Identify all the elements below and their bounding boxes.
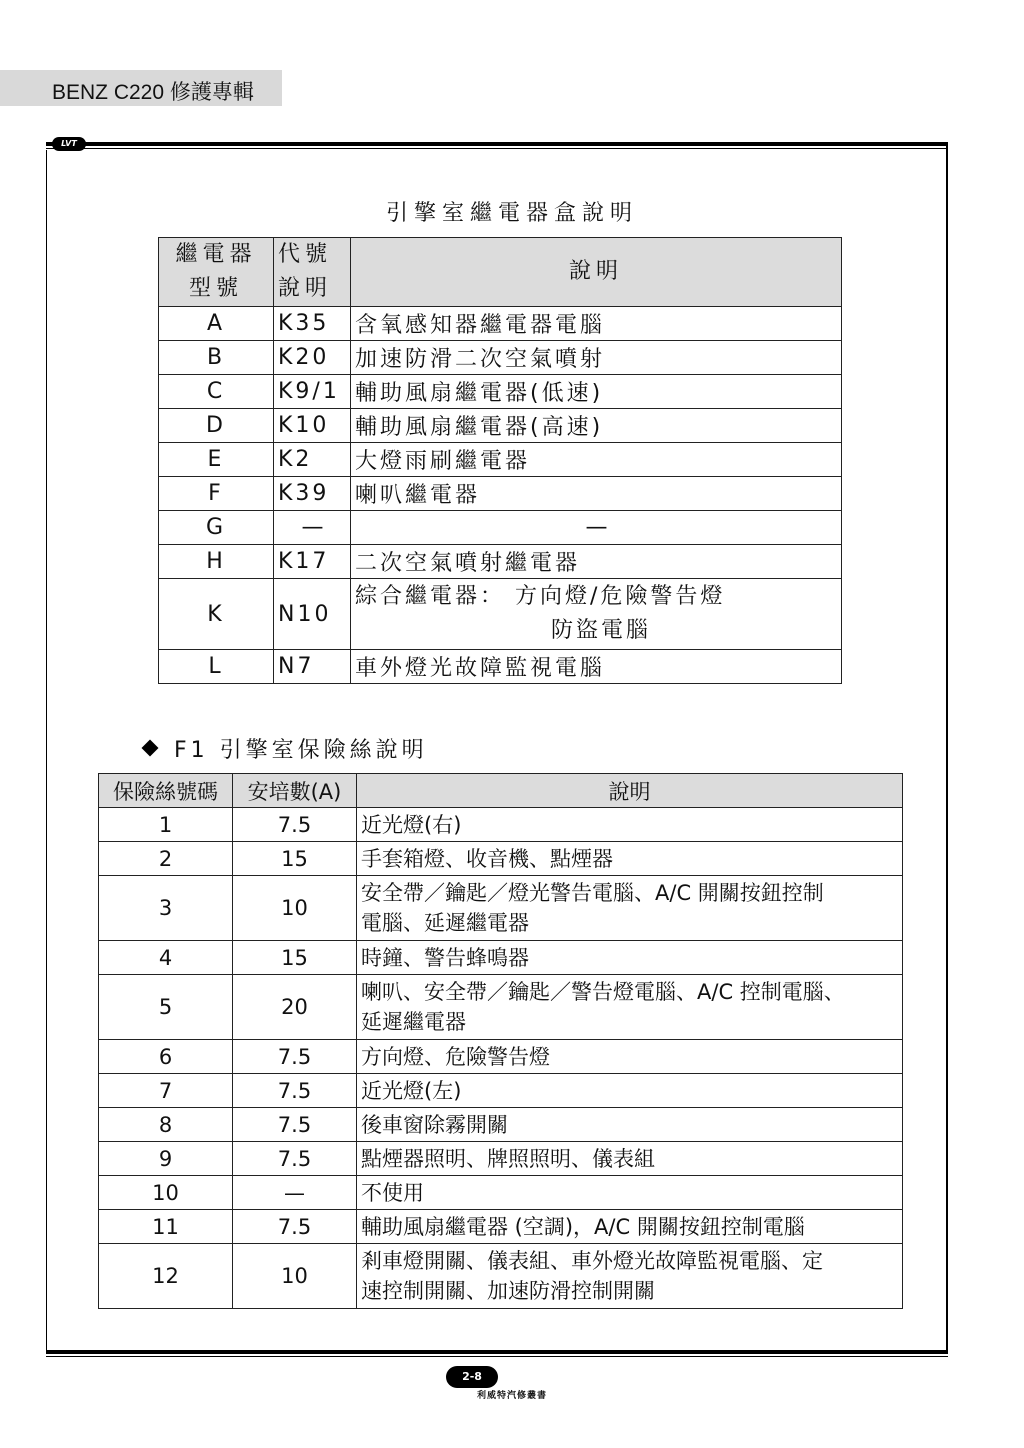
fuse-amp: 10 <box>233 1244 357 1309</box>
fuse-amp: 15 <box>233 941 357 975</box>
table-row <box>159 409 842 443</box>
table-row <box>159 477 842 511</box>
fuse-desc-line2: 速控制開關、加速防滑控制開關 <box>361 1279 655 1303</box>
table-row <box>99 1244 903 1309</box>
fuse-section-heading <box>144 733 428 764</box>
table-row <box>159 650 842 684</box>
table-row <box>99 1210 903 1244</box>
fuse-desc: 時鐘、警告蜂鳴器 <box>357 941 903 975</box>
fuse-table-header <box>99 774 903 808</box>
fuse-desc: 近光燈(右) <box>357 808 903 842</box>
fuse-desc <box>357 876 903 941</box>
fuse-amp: 20 <box>233 975 357 1040</box>
fuse-amp: 15 <box>233 842 357 876</box>
table-row <box>99 876 903 941</box>
table-row <box>159 443 842 477</box>
fuse-header-number: 保險絲號碼 <box>99 774 233 808</box>
fuse-table <box>98 773 903 1309</box>
fuse-amp: 7.5 <box>233 808 357 842</box>
page-header-title: BENZ C220 修護專輯 <box>52 81 254 104</box>
table-row <box>159 341 842 375</box>
table-row <box>99 975 903 1040</box>
table-row <box>159 511 842 545</box>
fuse-header-desc: 說明 <box>357 774 903 808</box>
fuse-desc <box>357 975 903 1040</box>
relay-desc: 加速防滑二次空氣噴射 <box>351 341 842 375</box>
frame-top-rule <box>46 142 948 146</box>
fuse-number: 12 <box>99 1244 233 1309</box>
relay-desc <box>351 579 842 650</box>
fuse-desc: 近光燈(左) <box>357 1074 903 1108</box>
fuse-number: 6 <box>99 1040 233 1074</box>
relay-desc: 大燈雨刷繼電器 <box>351 443 842 477</box>
fuse-amp: 7.5 <box>233 1040 357 1074</box>
fuse-number: 2 <box>99 842 233 876</box>
fuse-amp: 7.5 <box>233 1142 357 1176</box>
relay-desc: 含氧感知器繼電器電腦 <box>351 307 842 341</box>
fuse-desc: 方向燈、危險警告燈 <box>357 1040 903 1074</box>
fuse-section-title: F1 引擎室保險絲說明 <box>174 738 428 763</box>
fuse-amp: 7.5 <box>233 1210 357 1244</box>
relay-table <box>158 237 842 684</box>
relay-model: E <box>159 443 274 477</box>
relay-model: K <box>159 579 274 650</box>
relay-header-model-line1: 繼電器 <box>175 242 257 267</box>
relay-code: K10 <box>274 409 351 443</box>
table-row <box>99 1074 903 1108</box>
relay-code: K35 <box>274 307 351 341</box>
fuse-desc-line2: 電腦、延遲繼電器 <box>361 911 529 935</box>
diamond-bullet-icon <box>142 740 159 757</box>
fuse-amp: 7.5 <box>233 1074 357 1108</box>
table-row <box>159 307 842 341</box>
fuse-number: 11 <box>99 1210 233 1244</box>
page-number-badge: 2-8 <box>446 1366 498 1388</box>
fuse-number: 4 <box>99 941 233 975</box>
fuse-desc: 輔助風扇繼電器 (空調)，A/C 開關按鈕控制電腦 <box>357 1210 903 1244</box>
frame-bottom-rule-thin <box>46 1356 948 1357</box>
fuse-number: 10 <box>99 1176 233 1210</box>
table-row <box>99 842 903 876</box>
fuse-amp: 10 <box>233 876 357 941</box>
relay-model: F <box>159 477 274 511</box>
publisher-logo-text: 利威特汽修叢書 <box>476 1391 547 1401</box>
relay-header-model <box>159 238 274 307</box>
frame-bottom-rule <box>46 1350 948 1354</box>
frame-right-rule <box>946 146 948 1352</box>
relay-desc: 二次空氣噴射繼電器 <box>351 545 842 579</box>
fuse-number: 9 <box>99 1142 233 1176</box>
table-row <box>159 579 842 650</box>
relay-code: K17 <box>274 545 351 579</box>
frame-left-rule <box>46 150 47 1350</box>
relay-header-code <box>274 238 351 307</box>
fuse-desc-line1: 剎車燈開關、儀表組、車外燈光故障監視電腦、定 <box>361 1249 823 1273</box>
relay-model: H <box>159 545 274 579</box>
relay-code: N10 <box>274 579 351 650</box>
fuse-header-amp: 安培數(A) <box>233 774 357 808</box>
relay-model: L <box>159 650 274 684</box>
relay-desc: 車外燈光故障監視電腦 <box>351 650 842 684</box>
relay-desc-line2: 防盜電腦 <box>551 618 652 643</box>
relay-code: K9/1 <box>274 375 351 409</box>
relay-desc: 輔助風扇繼電器(高速) <box>351 409 842 443</box>
relay-desc: — <box>351 511 842 545</box>
table-row <box>99 1142 903 1176</box>
fuse-desc: 手套箱燈、收音機、點煙器 <box>357 842 903 876</box>
relay-code: K20 <box>274 341 351 375</box>
fuse-desc-line1: 喇叭、安全帶／鑰匙／警告燈電腦、A/C 控制電腦、 <box>361 980 845 1004</box>
relay-header-desc: 說明 <box>351 238 842 307</box>
relay-model: G <box>159 511 274 545</box>
relay-header-code-line2: 說明 <box>278 276 333 301</box>
relay-desc: 喇叭繼電器 <box>351 477 842 511</box>
table-row <box>99 1108 903 1142</box>
relay-model: B <box>159 341 274 375</box>
table-row <box>99 808 903 842</box>
fuse-desc: 後車窗除霧開關 <box>357 1108 903 1142</box>
fuse-number: 3 <box>99 876 233 941</box>
corner-logo: LVT <box>52 137 86 151</box>
fuse-number: 8 <box>99 1108 233 1142</box>
relay-code: — <box>274 511 351 545</box>
fuse-amp: — <box>233 1176 357 1210</box>
relay-model: C <box>159 375 274 409</box>
relay-code: N7 <box>274 650 351 684</box>
fuse-desc: 點煙器照明、牌照照明、儀表組 <box>357 1142 903 1176</box>
relay-table-header <box>159 238 842 307</box>
fuse-number: 1 <box>99 808 233 842</box>
fuse-desc-line2: 延遲繼電器 <box>361 1010 466 1034</box>
relay-code: K2 <box>274 443 351 477</box>
fuse-number: 7 <box>99 1074 233 1108</box>
relay-code: K39 <box>274 477 351 511</box>
table-row <box>99 1176 903 1210</box>
relay-header-code-line1: 代號 <box>278 242 333 267</box>
fuse-desc-line1: 安全帶／鑰匙／燈光警告電腦、A/C 開關按鈕控制 <box>361 881 824 905</box>
relay-desc-line1: 綜合繼電器： 方向燈/危險警告燈 <box>355 584 726 609</box>
table-row <box>159 375 842 409</box>
frame-top-rule-thin <box>46 148 948 149</box>
table-row <box>99 941 903 975</box>
table-row <box>99 1040 903 1074</box>
relay-desc: 輔助風扇繼電器(低速) <box>351 375 842 409</box>
table-row <box>159 545 842 579</box>
relay-model: A <box>159 307 274 341</box>
fuse-number: 5 <box>99 975 233 1040</box>
relay-section-title: 引擎室繼電器盒說明 <box>385 201 638 226</box>
fuse-amp: 7.5 <box>233 1108 357 1142</box>
relay-header-model-line2: 型號 <box>188 276 243 301</box>
relay-model: D <box>159 409 274 443</box>
fuse-desc <box>357 1244 903 1309</box>
fuse-desc: 不使用 <box>357 1176 903 1210</box>
